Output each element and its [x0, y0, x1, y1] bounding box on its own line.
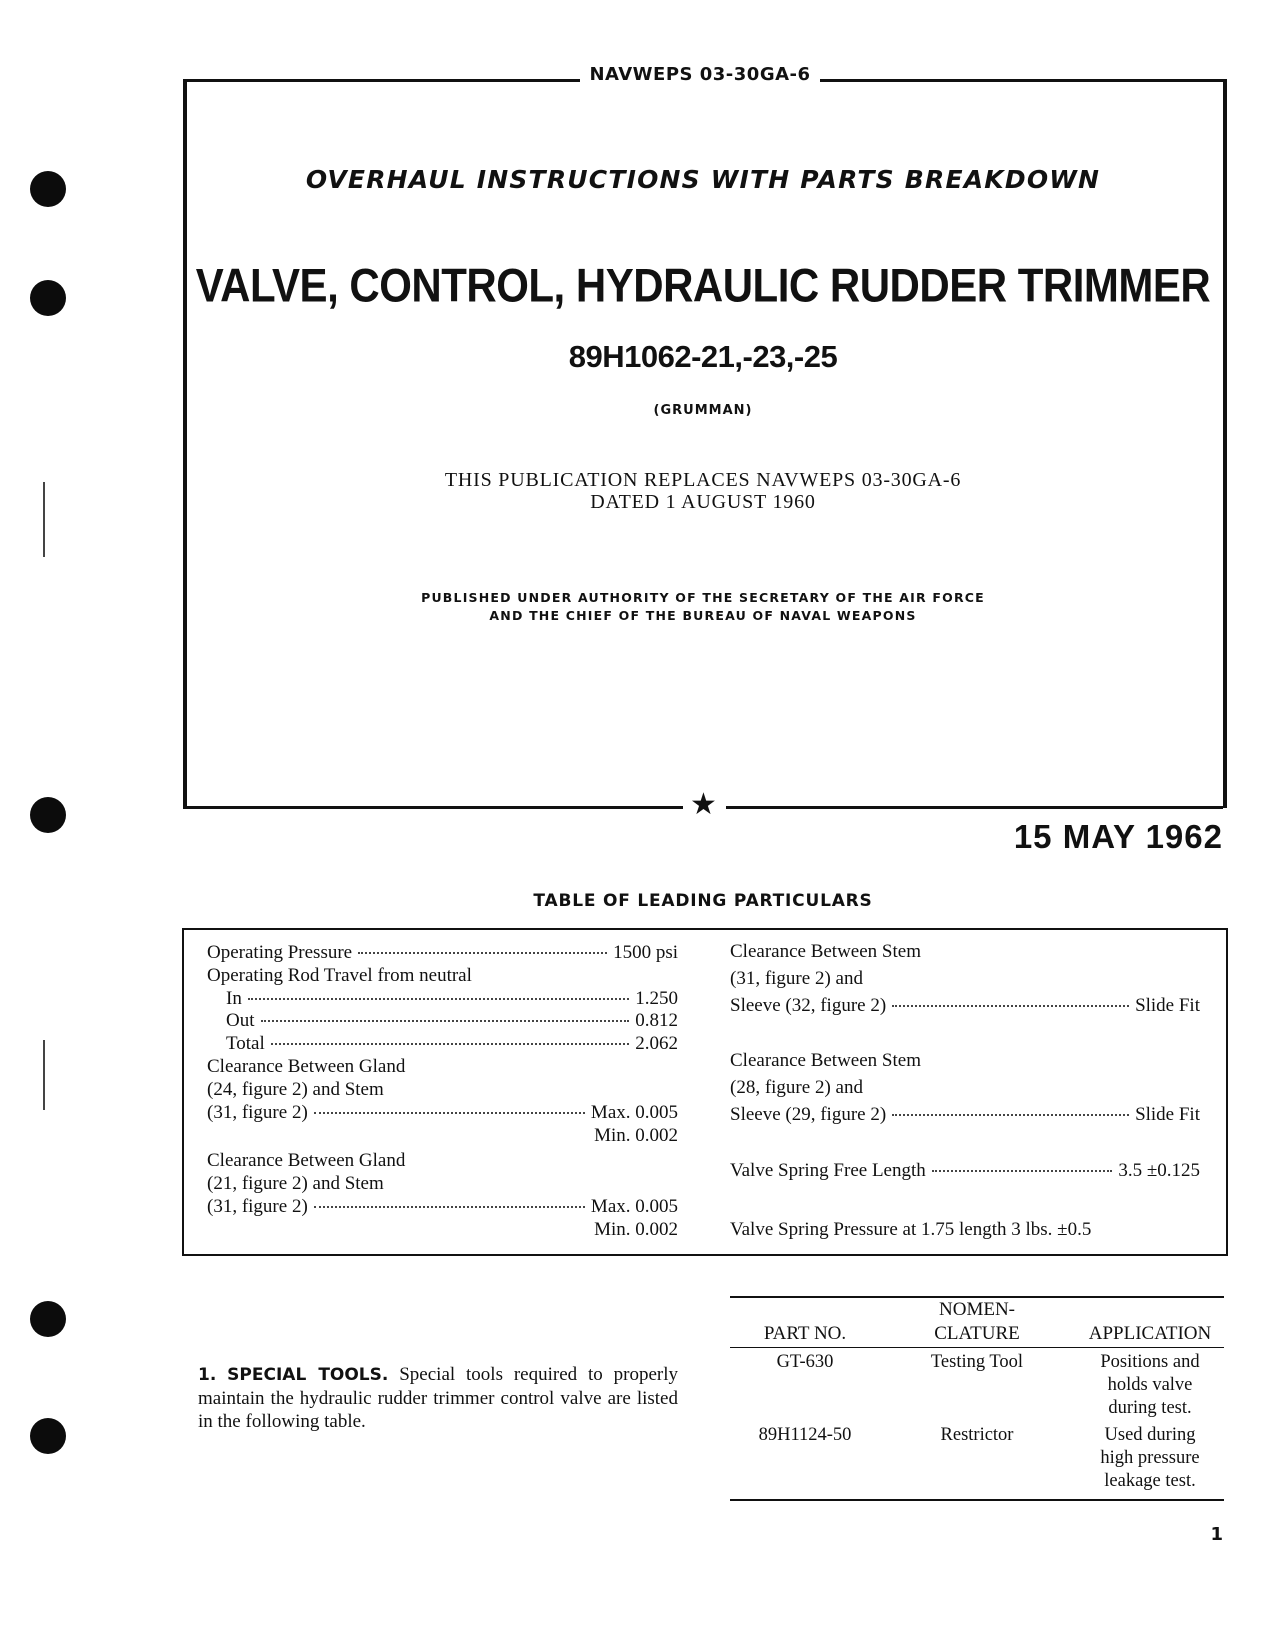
spring-length-row: Valve Spring Free Length 3.5 ±0.125: [730, 1160, 1200, 1181]
col-application: APPLICATION: [1088, 1323, 1212, 1344]
leader-dots: [892, 1005, 1129, 1007]
gland24-line-2: (24, figure 2) and Stem: [207, 1079, 384, 1100]
tool-1-part-no: GT-630: [776, 1352, 834, 1372]
gland24-min: Min. 0.002: [594, 1125, 678, 1146]
frame-rule-left: [183, 806, 683, 809]
col-nomenclature-line-2: CLATURE: [934, 1323, 1020, 1344]
section-heading: SPECIAL TOOLS.: [227, 1365, 389, 1385]
series-title: OVERHAUL INSTRUCTIONS WITH PARTS BREAKDOWN: [305, 165, 1101, 194]
publication-date: 15 MAY 1962: [1013, 818, 1223, 855]
gland21-min: Min. 0.002: [594, 1219, 678, 1240]
spring-pressure: Valve Spring Pressure at 1.75 length 3 lbs. ±0.5: [730, 1219, 1092, 1240]
leader-dots: [314, 1206, 585, 1208]
tools-table-bottom-rule: [730, 1499, 1224, 1501]
gland21-line-2: (21, figure 2) and Stem: [207, 1173, 384, 1194]
tool-2-application: Used during high pressure leakage test.: [1100, 1425, 1200, 1491]
rod-travel-label: Operating Rod Travel from neutral: [207, 965, 472, 986]
binding-tick-2: [43, 1040, 45, 1110]
authority-line-1: PUBLISHED UNDER AUTHORITY OF THE SECRETARY OF THE AIR FORCE: [421, 590, 985, 605]
leader-dots: [314, 1112, 585, 1114]
rod-travel-in-row: In 1.250: [226, 988, 678, 1009]
stem31-row: Sleeve (32, figure 2) Slide Fit: [730, 995, 1200, 1016]
punch-hole-1: [30, 171, 66, 207]
section-body: Special tools required to properly maintain the hydraulic rudder trimmer control valve are listed in the following table.: [198, 1364, 679, 1432]
gland21-line-1: Clearance Between Gland: [207, 1150, 406, 1171]
stem31-line-2: (31, figure 2) and: [730, 968, 863, 989]
stem31-line-1: Clearance Between Stem: [730, 941, 921, 962]
frame-rule-right: [726, 806, 1223, 809]
leader-dots: [261, 1020, 630, 1022]
punch-hole-2: [30, 280, 66, 316]
operating-pressure-row: Operating Pressure 1500 psi: [207, 942, 678, 963]
tool-2-nomenclature: Restrictor: [940, 1425, 1014, 1445]
tools-table-top-rule: [730, 1296, 1224, 1298]
star-icon: ★: [690, 787, 717, 822]
particulars-heading: TABLE OF LEADING PARTICULARS: [533, 891, 873, 911]
part-numbers: 89H1062-21,-23,-25: [568, 339, 838, 374]
page-title: VALVE, CONTROL, HYDRAULIC RUDDER TRIMMER: [195, 259, 1211, 312]
rod-travel-total-row: Total 2.062: [226, 1033, 678, 1054]
leader-dots: [248, 998, 629, 1000]
punch-hole-5: [30, 1418, 66, 1454]
leader-dots: [892, 1114, 1129, 1116]
doc-number: NAVWEPS 03-30GA-6: [580, 64, 820, 85]
col-nomenclature-line-1: NOMEN-: [939, 1299, 1015, 1320]
page-number: 1: [1210, 1524, 1223, 1545]
manufacturer: (GRUMMAN): [653, 403, 753, 418]
tool-1-nomenclature: Testing Tool: [930, 1352, 1024, 1372]
gland24-max-row: (31, figure 2) Max. 0.005: [207, 1102, 678, 1123]
replaces-line-1: THIS PUBLICATION REPLACES NAVWEPS 03-30GA-6: [444, 469, 962, 491]
special-tools-paragraph: [198, 1363, 678, 1433]
stem28-line-2: (28, figure 2) and: [730, 1077, 863, 1098]
stem28-line-1: Clearance Between Stem: [730, 1050, 921, 1071]
binding-tick-1: [43, 482, 45, 557]
replaces-line-2: DATED 1 AUGUST 1960: [590, 491, 816, 513]
stem28-row: Sleeve (29, figure 2) Slide Fit: [730, 1104, 1200, 1125]
punch-hole-3: [30, 797, 66, 833]
tool-1-application: Positions and holds valve during test.: [1100, 1352, 1200, 1418]
tools-table-header-rule: [730, 1347, 1224, 1348]
rod-travel-out-row: Out 0.812: [226, 1010, 678, 1031]
leader-dots: [932, 1170, 1113, 1172]
col-part-no: PART NO.: [763, 1323, 847, 1344]
punch-hole-4: [30, 1301, 66, 1337]
gland21-max-row: (31, figure 2) Max. 0.005: [207, 1196, 678, 1217]
leader-dots: [271, 1043, 629, 1045]
gland24-line-1: Clearance Between Gland: [207, 1056, 406, 1077]
tool-2-part-no: 89H1124-50: [758, 1425, 852, 1445]
leader-dots: [358, 952, 607, 954]
authority-line-2: AND THE CHIEF OF THE BUREAU OF NAVAL WEAPONS: [489, 608, 917, 623]
section-number: 1.: [198, 1365, 217, 1385]
